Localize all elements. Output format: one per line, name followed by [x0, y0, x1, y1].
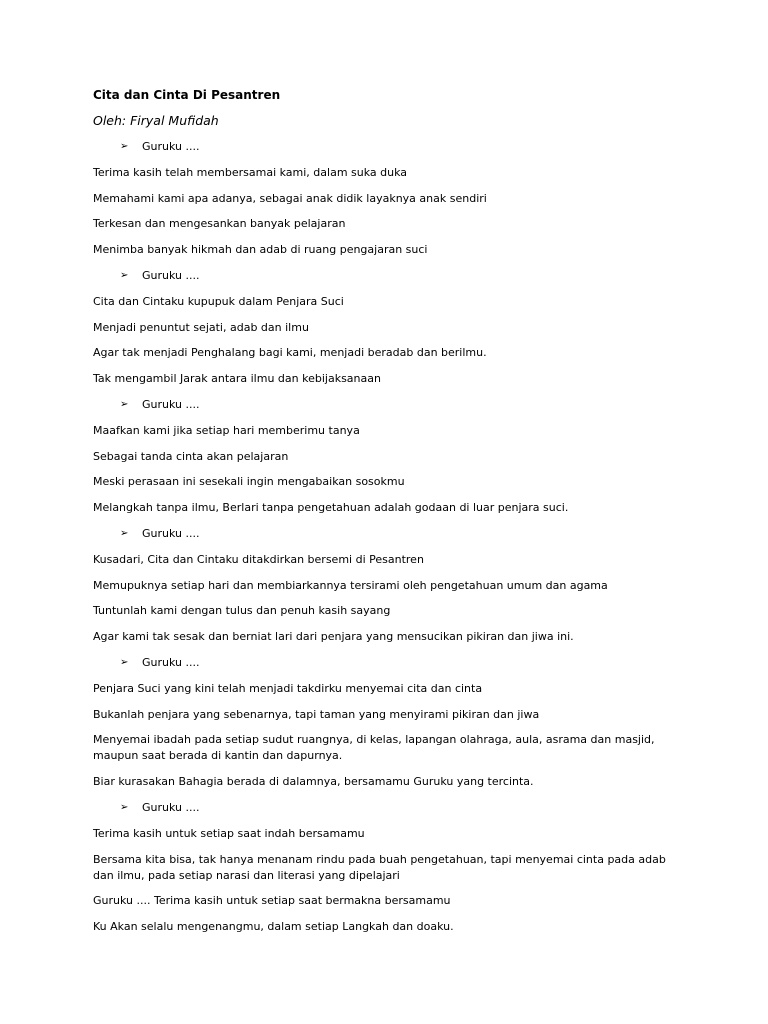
arrowhead-bullet-icon: ➢: [120, 801, 129, 813]
arrowhead-bullet-icon: ➢: [120, 398, 129, 410]
stanza-bullet: [93, 397, 678, 413]
document-author: Oleh: Firyal Mufidah: [93, 113, 219, 128]
poem-line: Melangkah tanpa ilmu, Berlari tanpa pengetahuan adalah godaan di luar penjara suci.: [93, 501, 569, 515]
poem-line: Sebagai tanda cinta akan pelajaran: [93, 449, 289, 463]
poem-line: Biar kurasakan Bahagia berada di dalamnya, bersamamu Guruku yang tercinta.: [93, 775, 534, 789]
poem-body: [93, 139, 678, 935]
stanza-bullet-label: Guruku ....: [142, 800, 200, 814]
stanza-bullet: [93, 526, 678, 542]
stanza-bullet-label: Guruku ....: [142, 526, 200, 540]
poem-line: Bersama kita bisa, tak hanya menanam rindu pada buah pengetahuan, tapi menyemai cinta pada adab dan ilmu, pada setiap narasi dan literasi yang dipelajari: [93, 852, 666, 882]
poem-line: Terima kasih telah membersamai kami, dalam suka duka: [93, 165, 408, 179]
poem-line: Guruku .... Terima kasih untuk setiap saat bermakna bersamamu: [93, 894, 451, 908]
poem-line: Meski perasaan ini sesekali ingin mengabaikan sosokmu: [93, 475, 405, 489]
poem-line: Ku Akan selalu mengenangmu, dalam setiap Langkah dan doaku.: [93, 920, 454, 934]
document-page: [93, 87, 678, 945]
stanza-bullet-label: Guruku ....: [142, 397, 200, 411]
arrowhead-bullet-icon: ➢: [120, 141, 129, 152]
poem-line: Penjara Suci yang kini telah menjadi takdirku menyemai cita dan cinta: [93, 681, 483, 695]
poem-line: Bukanlah penjara yang sebenarnya, tapi taman yang menyirami pikiran dan jiwa: [93, 707, 540, 721]
stanza-bullet-label: Guruku ....: [142, 140, 200, 153]
stanza-bullet: [93, 800, 678, 816]
stanza-bullet: [93, 139, 678, 155]
poem-line: Menimba banyak hikmah dan adab di ruang pengajaran suci: [93, 243, 428, 257]
arrowhead-bullet-icon: ➢: [120, 269, 129, 281]
stanza: [93, 268, 678, 387]
poem-line: Memupuknya setiap hari dan membiarkannya tersirami oleh pengetahuan umum dan agama: [93, 578, 608, 592]
poem-line: Tuntunlah kami dengan tulus dan penuh kasih sayang: [93, 604, 391, 618]
poem-line: Agar kami tak sesak dan berniat lari dari penjara yang mensucikan pikiran dan jiwa ini.: [93, 630, 574, 644]
stanza-bullet: [93, 655, 678, 671]
stanza-bullet-label: Guruku ....: [142, 268, 200, 282]
stanza-bullet-label: Guruku ....: [142, 655, 200, 669]
arrowhead-bullet-icon: ➢: [120, 656, 129, 668]
poem-line: Memahami kami apa adanya, sebagai anak didik layaknya anak sendiri: [93, 191, 487, 205]
poem-line: Terima kasih untuk setiap saat indah bersamamu: [93, 826, 365, 840]
stanza: [93, 397, 678, 516]
arrowhead-bullet-icon: ➢: [120, 527, 129, 539]
poem-line: Kusadari, Cita dan Cintaku ditakdirkan bersemi di Pesantren: [93, 552, 424, 566]
stanza: [93, 800, 678, 935]
poem-line: Terkesan dan mengesankan banyak pelajaran: [93, 217, 346, 231]
stanza: [93, 655, 678, 790]
poem-line: Cita dan Cintaku kupupuk dalam Penjara Suci: [93, 294, 344, 308]
stanza-bullet: [93, 268, 678, 284]
stanza: [93, 526, 678, 645]
poem-line: Maafkan kami jika setiap hari memberimu tanya: [93, 423, 360, 437]
poem-line: Menyemai ibadah pada setiap sudut ruangnya, di kelas, lapangan olahraga, aula, asrama dan masjid, maupun saat berada di kantin dan dapurnya.: [93, 733, 655, 763]
poem-line: Agar tak menjadi Penghalang bagi kami, menjadi beradab dan berilmu.: [93, 346, 487, 360]
poem-line: Menjadi penuntut sejati, adab dan ilmu: [93, 320, 309, 334]
document-title: Cita dan Cinta Di Pesantren: [93, 88, 281, 102]
stanza: [93, 139, 678, 258]
poem-line: Tak mengambil Jarak antara ilmu dan kebijaksanaan: [93, 372, 381, 386]
